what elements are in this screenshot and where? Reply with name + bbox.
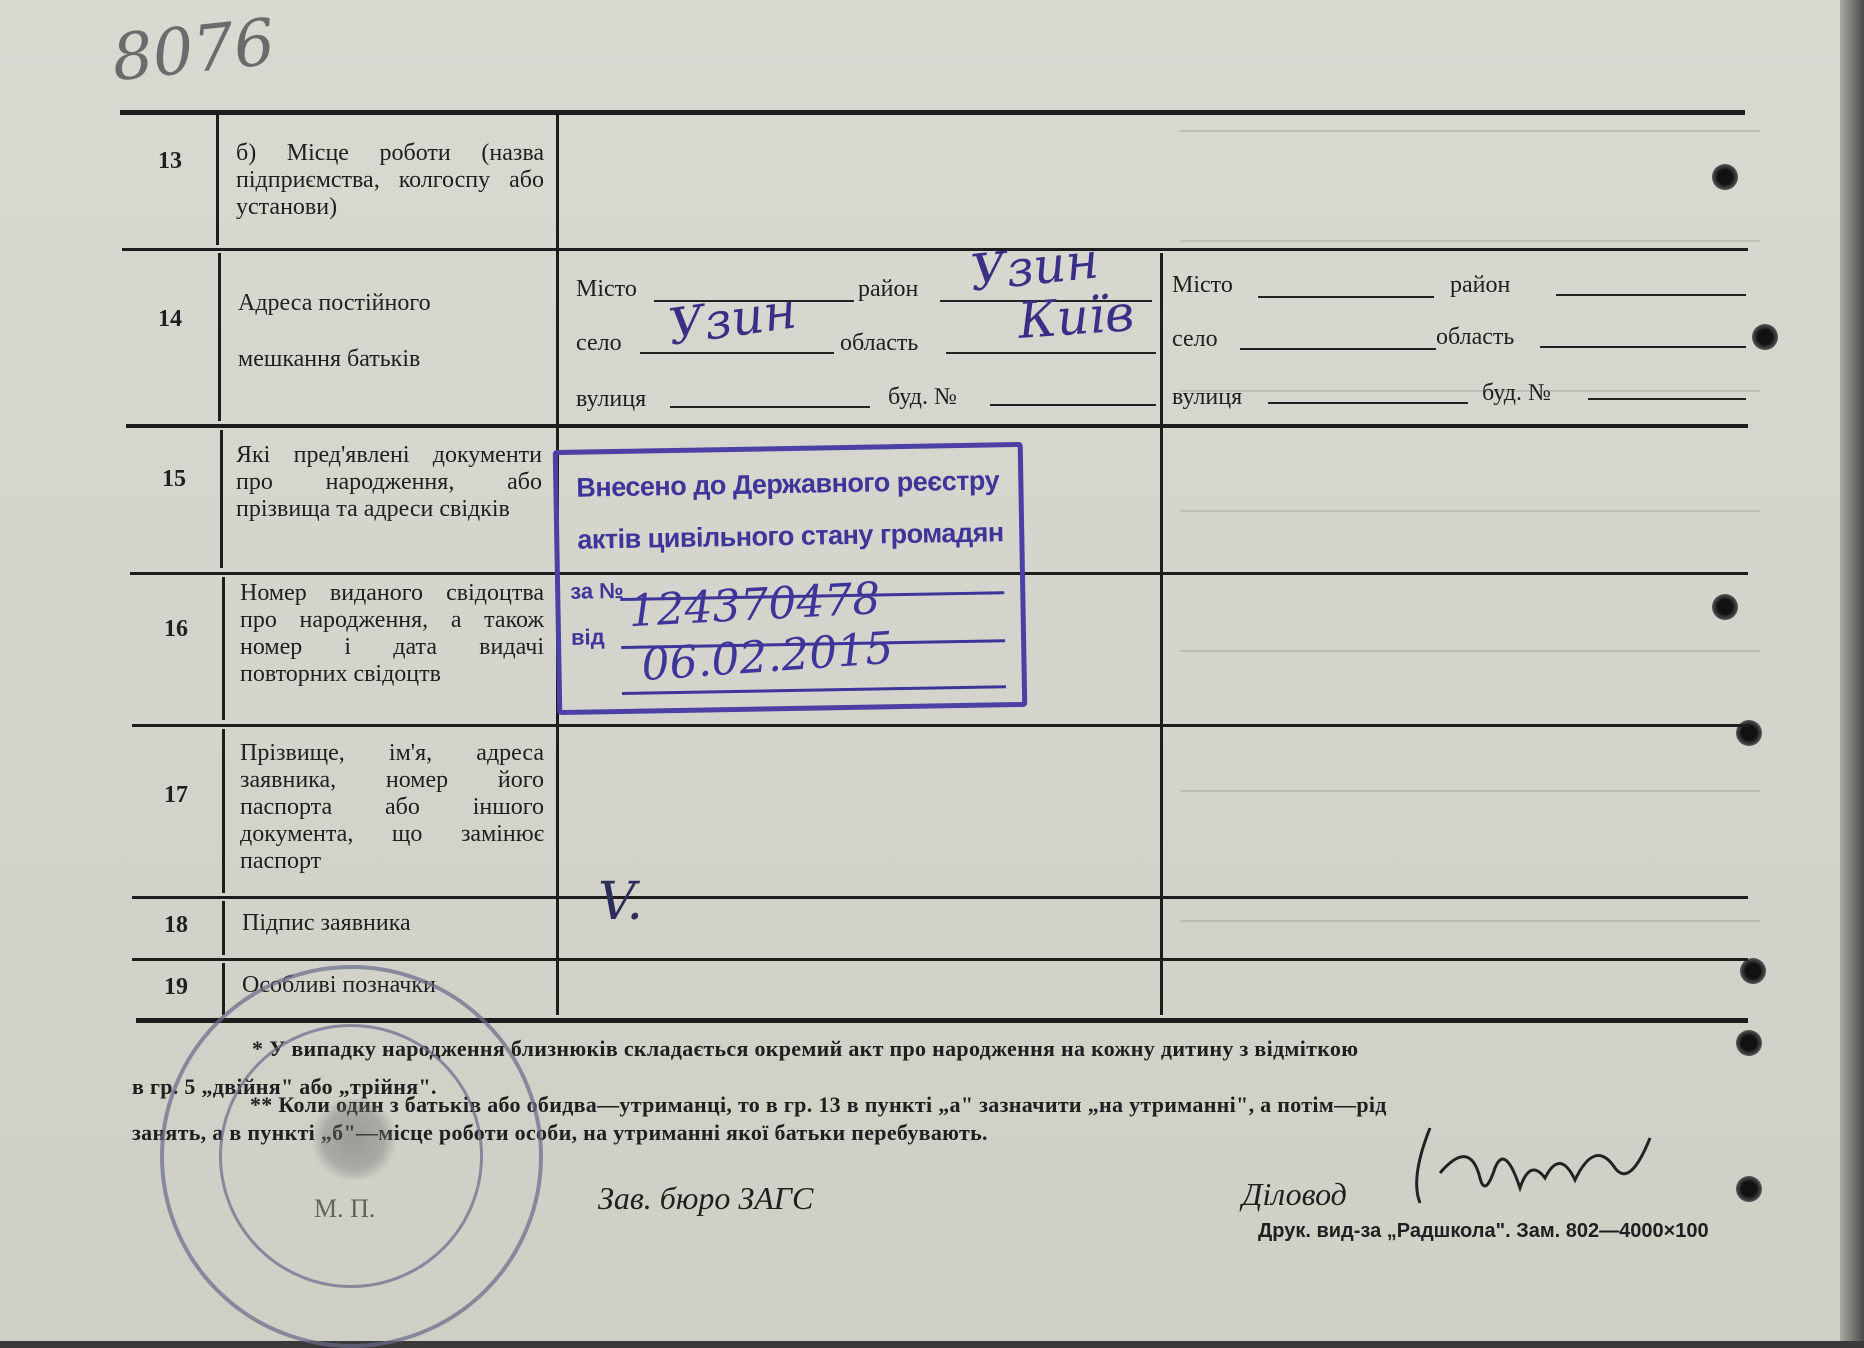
stamp-line2: актів цивільного стану громадян <box>577 517 1004 555</box>
father-district-handwritten: Узин <box>967 231 1102 303</box>
clerk-signature <box>1400 1118 1660 1208</box>
seal-emblem <box>309 1099 399 1179</box>
footnote-line3: ** Коли один з батьків або обидва—утриманці, то в гр. 13 в пункті „а" зазначити „на утриманні", а потім—рід <box>250 1092 1387 1117</box>
punch-hole <box>1712 164 1738 190</box>
mother-house-label: буд. № <box>1482 380 1551 406</box>
row-label-18: Підпис заявника <box>242 910 411 936</box>
father-village-label: село <box>576 330 622 356</box>
mother-city-line <box>1258 296 1434 298</box>
rule-13-14 <box>122 248 1748 251</box>
father-street-label: вулиця <box>576 386 647 412</box>
stamp-date-handwritten: 06.02.2015 <box>639 622 895 692</box>
father-house-line <box>990 404 1156 406</box>
row-number-16: 16 <box>164 616 188 642</box>
printer-imprint: Друк. вид-за „Радшкола". Зам. 802—4000×100 <box>1258 1220 1709 1242</box>
col-divider-num <box>220 430 223 568</box>
father-region-label: область <box>840 330 919 356</box>
col-divider-num <box>216 115 219 245</box>
mother-district-label: район <box>1450 272 1511 298</box>
mother-village-label: село <box>1172 326 1218 352</box>
page-edge-shadow <box>1840 0 1864 1341</box>
col-divider-num <box>222 963 225 1015</box>
row-label-19: Особливі позначки <box>242 972 436 998</box>
punch-hole <box>1736 1176 1762 1202</box>
punch-hole <box>1752 324 1778 350</box>
father-village-line <box>640 352 834 354</box>
official-seal <box>160 965 543 1348</box>
stamp-number-label: за № <box>569 577 624 604</box>
father-district-label: район <box>858 276 919 302</box>
rule-18-19 <box>132 958 1748 961</box>
col-divider-num <box>222 729 225 893</box>
rule-17-18 <box>132 896 1748 899</box>
mother-street-line <box>1268 402 1468 404</box>
mother-region-label: область <box>1436 324 1515 350</box>
father-street-line <box>670 406 870 408</box>
row-label-13: б) Місце роботи (назва підприємства, колгоспу або установи) <box>236 140 544 220</box>
archive-number: 8076 <box>108 5 279 97</box>
row-number-19: 19 <box>164 974 188 1000</box>
mother-street-label: вулиця <box>1172 384 1243 410</box>
row-number-15: 15 <box>162 466 186 492</box>
father-village-handwritten: Узин <box>664 281 800 357</box>
rule-14-15 <box>126 424 1748 428</box>
clerk-label: Діловод <box>1242 1176 1347 1212</box>
mother-region-line <box>1540 346 1746 348</box>
applicant-signature: V. <box>598 872 643 932</box>
footnote-line2: в гр. 5 „двійня" або „трійня". <box>132 1074 437 1099</box>
footnote-line1: * У випадку народження близнюків складається окремий акт про народження на кожну дитину з відміткою <box>252 1036 1359 1061</box>
rule-16-17 <box>132 724 1748 727</box>
col-divider-num <box>222 901 225 955</box>
row-number-14: 14 <box>158 306 182 332</box>
father-region-handwritten: Київ <box>1016 284 1136 350</box>
rule-top <box>120 110 1745 115</box>
punch-hole <box>1712 594 1738 620</box>
col-divider-mid <box>1160 253 1163 1015</box>
mother-house-line <box>1588 398 1746 400</box>
row-label-14-line1: Адреса постійного <box>238 290 431 316</box>
mother-district-line <box>1556 294 1746 296</box>
stamp-date-label: від <box>570 624 605 650</box>
mother-city-label: Місто <box>1172 272 1233 298</box>
mother-village-line <box>1240 348 1436 350</box>
stamp-number-handwritten: 124370478 <box>627 573 882 638</box>
seal-mp-label: М. П. <box>314 1194 376 1223</box>
row-label-15: Які пред'явлені документи про народження, або прізвища та адреси свідків <box>236 442 542 522</box>
father-house-label: буд. № <box>888 384 957 410</box>
col-divider-num <box>222 577 225 720</box>
punch-hole <box>1740 958 1766 984</box>
registry-stamp <box>553 442 1028 715</box>
row-label-16: Номер виданого свідоцтва про народження, а також номер і дата видачі повторних свідоцтв <box>240 580 544 687</box>
col-divider-num <box>218 253 221 421</box>
row-number-13: 13 <box>158 148 182 174</box>
stamp-line1: Внесено до Державного реєстру <box>576 465 1000 503</box>
row-number-17: 17 <box>164 782 188 808</box>
father-city-label: Місто <box>576 276 637 302</box>
head-of-registry-label: Зав. бюро ЗАГС <box>598 1180 814 1216</box>
row-label-14-line2: мешкання батьків <box>238 346 421 372</box>
row-number-18: 18 <box>164 912 188 938</box>
father-region-line <box>946 352 1156 354</box>
footnote-line4: занять, а в пункті „б"—місце роботи особи, на утриманні якої батьки перебувають. <box>132 1120 988 1145</box>
row-label-17: Прізвище, ім'я, адреса заявника, номер його паспорта або іншого документа, що замінює паспорт <box>240 740 544 874</box>
